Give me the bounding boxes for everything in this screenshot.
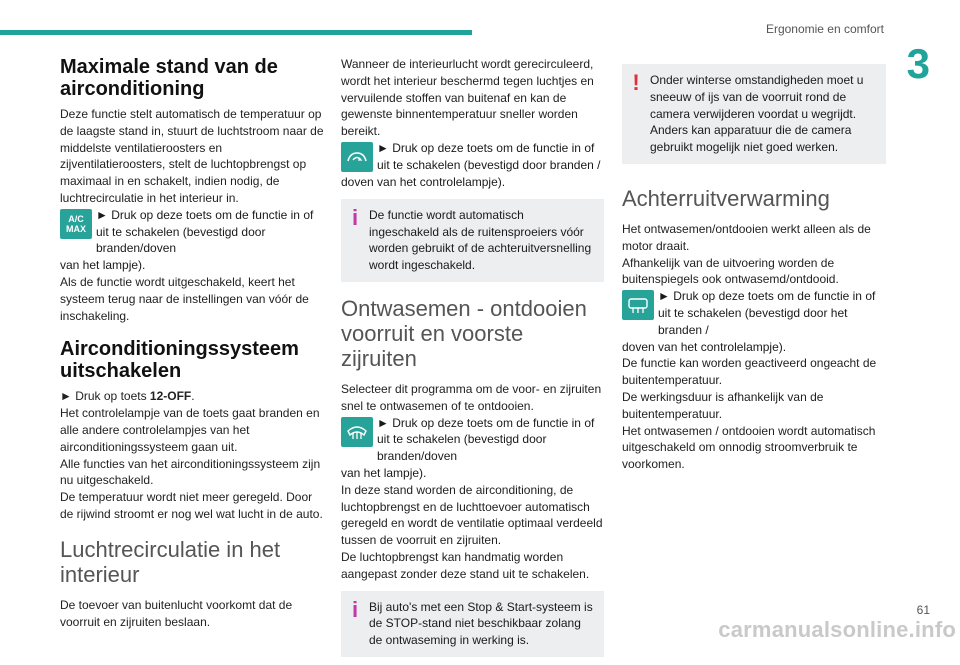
paragraph: Afhankelijk van de uitvoering worden de buitenspiegels ook ontwasemd/ontdooid.	[622, 255, 839, 287]
paragraph: Wanneer de interieurlucht wordt gerecirculeerd, wordt het interieur beschermd tegen luchtjes en vervuilende stoffen van buitenaf en kan de gewenste binnentemperatuur sneller worden bereikt.	[341, 57, 594, 139]
paragraph: Alle functies van het airconditioningssysteem zijn nu uitgeschakeld.	[60, 456, 321, 488]
instruction-text: ► Druk op deze toets om de functie in of uit te schakelen (bevestigd door branden/doven	[96, 207, 314, 256]
paragraph: In deze stand worden de airconditioning, de luchtopbrengst en de luchttoevoer automatisch geregeld en wordt de ventilatie optimaal verdeeld tussen de voorruit en zijruiten.	[341, 482, 603, 548]
column-1	[60, 56, 324, 630]
instruction-continuation: doven van het controlelampje).	[622, 339, 787, 354]
warning-text: Onder winterse omstandigheden moet u sneeuw of ijs van de voorruit rond de camera verwijderen voordat u wegrijdt. Anders kan apparatuur die de camera gebruikt mogelijk niet goed werken.	[650, 73, 864, 155]
info-icon: i	[351, 204, 359, 230]
button-instruction-rear-demist	[622, 288, 886, 338]
heading-recirculation: Luchtrecirculatie in het interieur	[60, 536, 281, 587]
warning-icon: !	[632, 70, 640, 95]
heading-demist-front: Ontwasemen - ontdooien voorruit en voorste zijruiten	[341, 295, 587, 371]
paragraph: De temperatuur wordt niet meer geregeld. Door de rijwind stroomt er nog wel wat lucht in de auto.	[60, 490, 323, 521]
rear-demist-button-icon	[622, 290, 654, 320]
heading-rear-demist: Achterruitverwarming	[622, 185, 830, 211]
warning-box	[622, 64, 886, 164]
paragraph: De toevoer van buitenlucht voorkomt dat de voorruit en zijruiten beslaan.	[60, 597, 293, 629]
paragraph	[60, 388, 324, 405]
header-accent-bar	[0, 30, 472, 35]
ac-max-button-icon: A/C MAX	[60, 209, 92, 239]
paragraph: Als de functie wordt uitgeschakeld, keert het systeem terug naar de instellingen van vóór de inschakeling.	[60, 274, 309, 323]
column-2	[341, 56, 604, 665]
button-name: 12-OFF	[149, 389, 192, 404]
recirculation-button-icon	[341, 142, 373, 172]
heading-max-ac: Maximale stand van de airconditioning	[60, 56, 278, 100]
heading-ac-off: Airconditioningssysteem uitschakelen	[60, 338, 299, 383]
watermark: carmanualsonline.info	[718, 617, 956, 642]
text: .	[191, 389, 195, 404]
info-text: Bij auto's met een Stop & Start-systeem is de STOP-stand niet beschikbaar zolang de ontwaseming in werking is.	[369, 599, 593, 648]
page-number: 61	[916, 603, 930, 617]
info-box	[341, 199, 604, 282]
paragraph: De werkingsduur is afhankelijk van de buitentemperatuur.	[622, 389, 824, 421]
instruction-text: ► Druk op deze toets om de functie in of uit te schakelen (bevestigd door het branden /	[658, 289, 876, 337]
button-instruction-recirculation	[341, 140, 604, 174]
info-text: De functie wordt automatisch ingeschakeld als de ruitensproeiers vóór worden gebruikt of de achteruitversnelling wordt ingeschakeld.	[369, 207, 592, 273]
front-demist-button-icon	[341, 417, 373, 447]
paragraph: Deze functie stelt automatisch de temperatuur op de laagste stand in, stuurt de luchtstroom naar de middelste ventilatieroosters en zijventilatieroosters, stelt de luchtopbrengst op maximaal in en schakelt, indien nodig, de luchtrecirculatie in het interieur in.	[60, 107, 324, 205]
text: ► Druk op toets	[60, 389, 150, 404]
instruction-text: ► Druk op deze toets om de functie in of uit te schakelen (bevestigd door branden /	[377, 140, 601, 172]
paragraph: Het ontwasemen/ontdooien werkt alleen als de motor draait.	[622, 221, 871, 253]
column-3	[622, 56, 886, 473]
section-title: Ergonomie en comfort	[765, 22, 884, 36]
instruction-continuation: van het lampje).	[341, 465, 427, 480]
info-icon: i	[351, 596, 359, 622]
button-instruction-ac-max	[60, 207, 324, 257]
paragraph: De luchtopbrengst kan handmatig worden aangepast zonder deze stand uit te schakelen.	[341, 549, 590, 581]
instruction-text: ► Druk op deze toets om de functie in of uit te schakelen (bevestigd door branden/doven	[377, 415, 595, 464]
instruction-continuation: van het lampje).	[60, 258, 146, 273]
instruction-continuation: doven van het controlelampje).	[341, 174, 506, 189]
button-instruction-front-demist	[341, 415, 604, 465]
paragraph: Het ontwasemen / ontdooien wordt automatisch uitgeschakeld om onnodig stroomverbruik te voorkomen.	[622, 423, 876, 472]
paragraph: Selecteer dit programma om de voor- en zijruiten snel te ontwasemen of te ontdooien.	[341, 381, 602, 413]
info-box	[341, 591, 604, 657]
paragraph: De functie kan worden geactiveerd ongeacht de buitentemperatuur.	[622, 356, 877, 388]
paragraph: Het controlelampje van de toets gaat branden en alle andere controlelampjes van het airconditioningssysteem gaan uit.	[60, 406, 320, 454]
chapter-number: 3	[906, 40, 930, 87]
